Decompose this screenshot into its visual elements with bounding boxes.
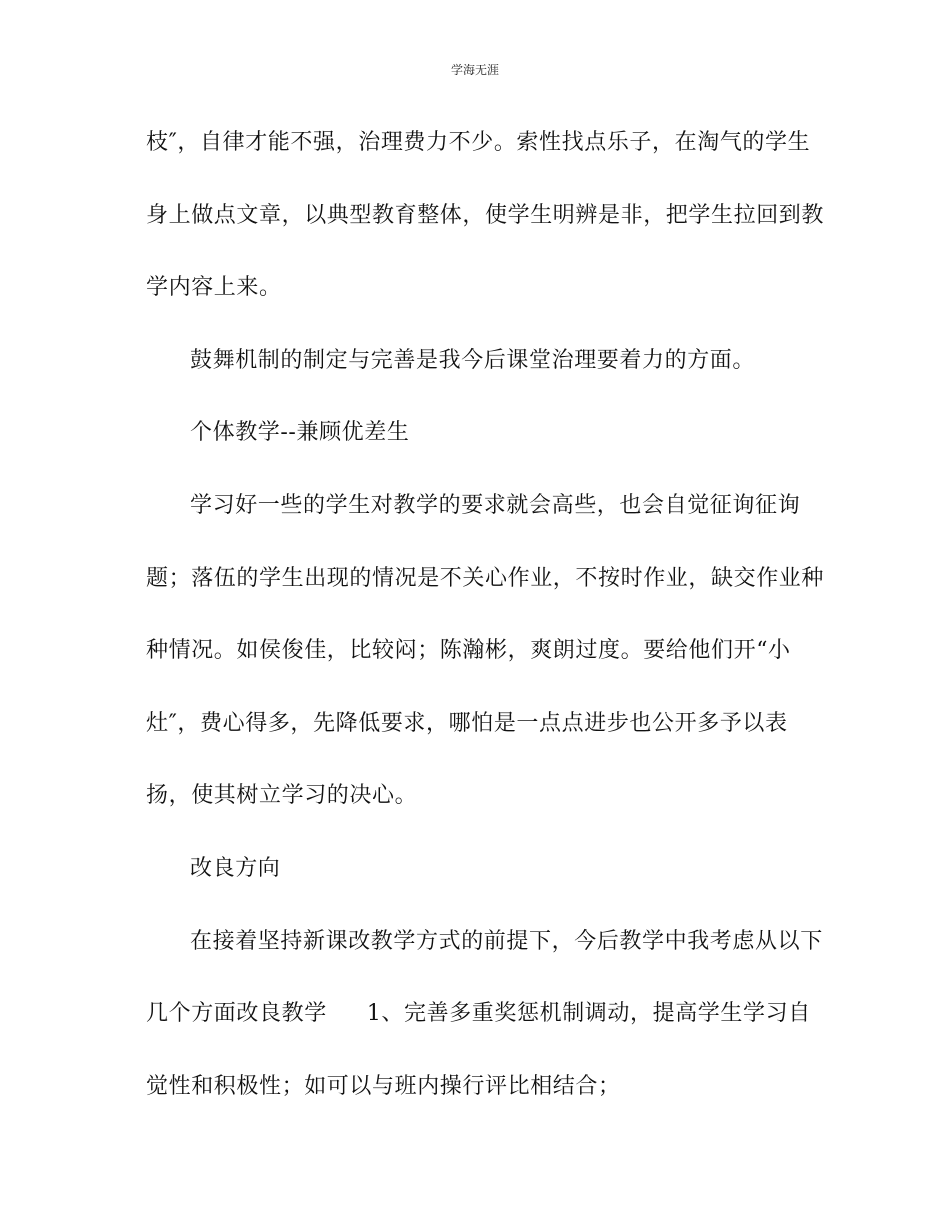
- paragraph-line: 鼓舞机制的制定与完善是我今后课堂治理要着力的方面。: [190, 347, 756, 373]
- paragraph-line: 扬，使其树立学习的决心。: [146, 783, 418, 809]
- paragraph-line: 灶″，费心得多，先降低要求，哪怕是一点点进步也公开多予以表: [146, 710, 788, 736]
- paragraph-line: 题；落伍的学生出现的情况是不关心作业，不按时作业，缺交作业种: [146, 565, 825, 591]
- paragraph-line: 在接着坚持新课改教学方式的前提下，今后教学中我考虑从以下: [190, 928, 823, 954]
- paragraph-line-part: 几个方面改良教学: [146, 1001, 327, 1027]
- section-heading: 个体教学--兼顾优差生: [190, 420, 410, 446]
- paragraph-line: 学习好一些的学生对教学的要求就会高些，也会自觉征询征询: [190, 492, 801, 518]
- page-header: 学海无涯: [450, 63, 499, 77]
- paragraph-line: 身上做点文章，以典型教育整体，使学生明辨是非，把学生拉回到教: [146, 202, 825, 228]
- paragraph-line: 觉性和积极性；如可以与班内操行评比相结合；: [146, 1073, 621, 1099]
- list-item-text: 1、完善多重奖惩机制调动，提高学生学习自: [366, 1001, 811, 1027]
- paragraph-line: 种情况。如侯俊佳，比较闷；陈瀚彬，爽朗过度。要给他们开“小: [146, 638, 791, 664]
- paragraph-line: 枝″，自律才能不强，治理费力不少。索性找点乐子，在淘气的学生: [146, 130, 811, 155]
- paragraph-line: [146, 989, 811, 1062]
- paragraph-line: 学内容上来。: [146, 275, 282, 301]
- section-heading: 改良方向: [190, 855, 281, 881]
- document-body: [146, 118, 825, 1134]
